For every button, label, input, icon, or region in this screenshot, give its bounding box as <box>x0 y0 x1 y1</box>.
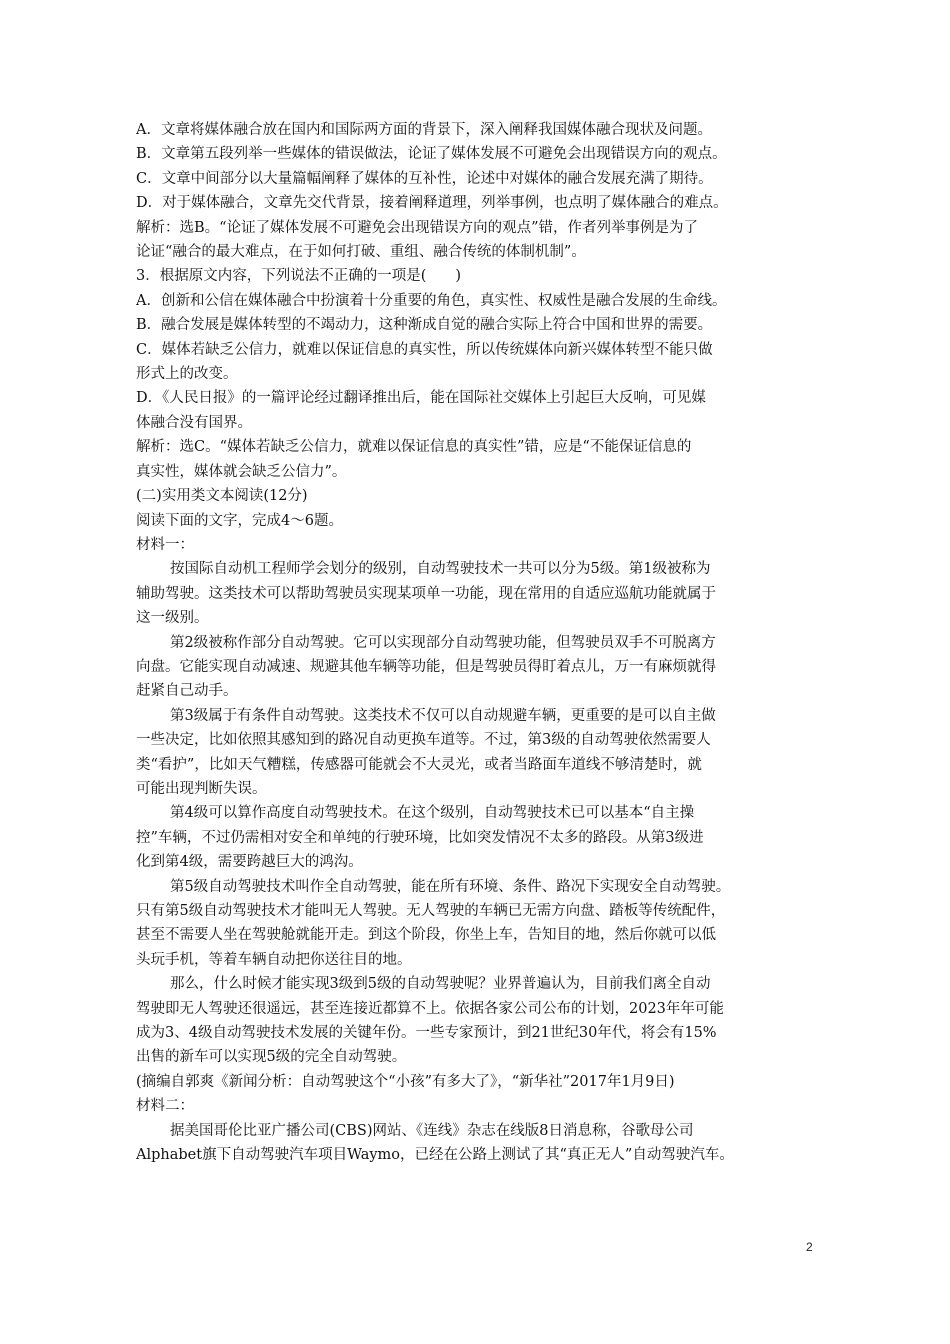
paragraph-text: Alphabet旗下自动驾驶汽车项目Waymo，已经在公路上测试了其“真正无人”自动驾驶汽车。 <box>136 1147 734 1164</box>
section-heading: (二)实用类文本阅读(12分) <box>136 488 308 505</box>
paragraph-text: 向盘。它能实现自动减速、规避其他车辆等功能，但是驾驶员得盯着点儿，万一有麻烦就得 <box>136 658 716 675</box>
paragraph-text: 第5级自动驾驶技术叫作全自动驾驶，能在所有环境、条件、路况下实现安全自动驾驶。 <box>170 878 731 895</box>
source-citation: (摘编自郭爽《新闻分析：自动驾驶这个“小孩”有多大了》，“新华社”2017年1月9日) <box>136 1073 675 1090</box>
paragraph-text: 第2级被称作部分自动驾驶。它可以实现部分自动驾驶功能，但驾驶员双手不可脱离方 <box>170 634 716 651</box>
analysis-text: 论证“融合的最大难点，在于如何打破、重组、融合传统的体制机制”。 <box>136 244 586 261</box>
document-body <box>136 118 818 1167</box>
analysis-text: 解析：选B。“论证了媒体发展不可避免会出现错误方向的观点”错，作者列举事例是为了 <box>136 219 698 236</box>
paragraph-text: 按国际自动机工程师学会划分的级别，自动驾驶技术一共可以分为5级。第1级被称为 <box>170 561 711 578</box>
material-label: 材料一： <box>136 536 194 553</box>
option-d: D．对于媒体融合，文章先交代背景，接着阐释道理，列举事例，也点明了媒体融合的难点。 <box>136 195 728 212</box>
paragraph-text: 甚至不需要人坐在驾驶舱就能开走。到这个阶段，你坐上车，告知目的地，然后你就可以低 <box>136 927 716 944</box>
option-b: B．文章第五段列举一些媒体的错误做法，论证了媒体发展不可避免会出现错误方向的观点。 <box>136 146 727 163</box>
paragraph-text: 头玩手机，等着车辆自动把你送往目的地。 <box>136 951 412 968</box>
paragraph-text: 只有第5级自动驾驶技术才能叫无人驾驶。无人驾驶的车辆已无需方向盘、踏板等传统配件， <box>136 903 726 919</box>
paragraph-text: 辅助驾驶。这类技术可以帮助驾驶员实现某项单一功能，现在常用的自适应巡航功能就属于 <box>136 585 716 602</box>
paragraph-text: 出售的新车可以实现5级的完全自动驾驶。 <box>136 1049 407 1066</box>
option-c: C．媒体若缺乏公信力，就难以保证信息的真实性，所以传统媒体向新兴媒体转型不能只做 <box>136 341 713 358</box>
option-a: A．创新和公信在媒体融合中扮演着十分重要的角色，真实性、权威性是融合发展的生命线。 <box>136 292 727 309</box>
paragraph-text: 第4级可以算作高度自动驾驶技术。在这个级别，自动驾驶技术已可以基本“自主操 <box>170 805 695 822</box>
paragraph-text: 这一级别。 <box>136 610 209 627</box>
option-a: A．文章将媒体融合放在国内和国际两方面的背景下，深入阐释我国媒体融合现状及问题。 <box>136 122 712 138</box>
material-label: 材料二： <box>136 1098 194 1115</box>
paragraph-text: 成为3、4级自动驾驶技术发展的关键年份。一些专家预计，到21世纪30年代，将会有15% <box>136 1025 717 1042</box>
option-d: D．《人民日报》的一篇评论经过翻译推出后，能在国际社交媒体上引起巨大反响，可见媒 <box>136 390 706 407</box>
paragraph-text: 第3级属于有条件自动驾驶。这类技术不仅可以自动规避车辆，更重要的是可以自主做 <box>170 707 716 724</box>
paragraph-text: 类“看护”，比如天气糟糕，传感器可能就会不大灵光，或者当路面车道线不够清楚时，就 <box>136 756 702 773</box>
option-d-continued: 体融合没有国界。 <box>136 414 252 431</box>
paragraph-text: 控”车辆，不过仍需相对安全和单纯的行驶环境，比如突发情况不太多的路段。从第3级进 <box>136 829 704 846</box>
option-b: B．融合发展是媒体转型的不竭动力，这种渐成自觉的融合实际上符合中国和世界的需要。 <box>136 317 713 334</box>
analysis-text: 真实性，媒体就会缺乏公信力”。 <box>136 463 347 480</box>
paragraph-text: 可能出现判断失误。 <box>136 780 267 797</box>
paragraph-text: 赶紧自己动手。 <box>136 683 238 700</box>
paragraph-text: 那么，什么时候才能实现3级到5级的自动驾驶呢？业界普遍认为，目前我们离全自动 <box>170 976 711 993</box>
paragraph-text: 驾驶即无人驾驶还很遥远，甚至连接近都算不上。依据各家公司公布的计划，2023年年可能 <box>136 1000 724 1017</box>
instruction-text: 阅读下面的文字，完成4～6题。 <box>136 512 343 529</box>
paragraph-text: 据美国哥伦比亚广播公司(CBS)网站、《连线》杂志在线版8日消息称，谷歌母公司 <box>170 1122 694 1139</box>
analysis-text: 解析：选C。“媒体若缺乏公信力，就难以保证信息的真实性”错，应是“不能保证信息的 <box>136 439 692 456</box>
page-number: 2 <box>806 1240 813 1254</box>
paragraph-text: 化到第4级，需要跨越巨大的鸿沟。 <box>136 854 363 871</box>
option-c: C．文章中间部分以大量篇幅阐释了媒体的互补性，论述中对媒体的融合发展充满了期待。 <box>136 170 713 187</box>
question-3: 3．根据原文内容，下列说法不正确的一项是( ) <box>136 268 462 285</box>
paragraph-text: 一些决定，比如依照其感知到的路况自动更换车道等。不过，第3级的自动驾驶依然需要人 <box>136 732 711 749</box>
option-c-continued: 形式上的改变。 <box>136 366 238 383</box>
